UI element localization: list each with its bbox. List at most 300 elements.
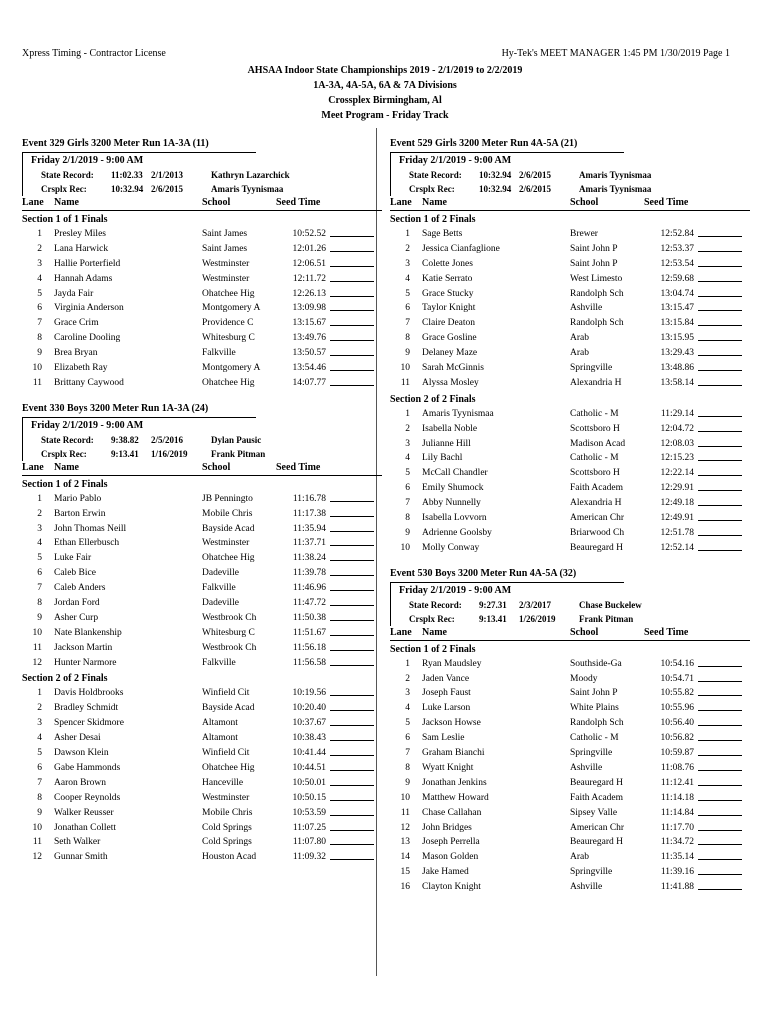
entry-school: Arab	[570, 333, 589, 344]
entry-school: Westminster	[202, 273, 250, 284]
entry-lane: 3	[37, 258, 42, 269]
entry-lane: 6	[37, 303, 42, 314]
entry-lane: 6	[405, 483, 410, 494]
event-gap	[390, 556, 750, 566]
result-blank-line	[330, 656, 374, 666]
entry-name: Caleb Anders	[54, 583, 106, 594]
result-blank-line	[698, 287, 742, 297]
entry-name: Grace Crim	[54, 318, 99, 329]
entry-lane: 11	[400, 377, 410, 388]
event-date: Friday 2/1/2019 - 9:00 AM	[399, 584, 512, 596]
result-blank-line	[698, 301, 742, 311]
entry-seed-time: 10:50.01	[292, 777, 326, 788]
entry-name: Jake Hamed	[422, 867, 469, 878]
entry-row	[22, 566, 382, 581]
entry-school: Alexandria H	[570, 498, 622, 509]
entry-row	[22, 746, 382, 761]
entry-seed-time: 14:07.77	[292, 377, 326, 388]
event-info-box	[390, 152, 652, 196]
entry-school: Whitesburg C	[202, 627, 255, 638]
entry-lane: 3	[37, 718, 42, 729]
entry-name: Abby Nunnelly	[422, 498, 481, 509]
entry-school: Ohatchee Hig	[202, 288, 255, 299]
result-blank-line	[330, 806, 374, 816]
page-header-left: Xpress Timing - Contractor License	[22, 48, 166, 59]
section-heading: Section 1 of 2 Finals	[390, 214, 476, 225]
entry-row	[390, 746, 750, 761]
entry-name: Davis Holdbrooks	[54, 688, 124, 699]
entry-seed-time: 12:52.14	[660, 542, 694, 553]
crsplx-record	[31, 182, 284, 196]
entry-lane: 1	[405, 658, 410, 669]
right-column	[390, 136, 750, 895]
entry-name: Jessica Cianfaglione	[422, 243, 500, 254]
entry-school: Hanceville	[202, 777, 244, 788]
entry-seed-time: 13:04.74	[660, 288, 694, 299]
entry-school: Bayside Acad	[202, 523, 255, 534]
entry-lane: 7	[405, 498, 410, 509]
record-holder: Frank Pitman	[211, 448, 266, 459]
entry-lane: 5	[37, 553, 42, 564]
entry-row	[22, 716, 382, 731]
entry-lane: 8	[37, 598, 42, 609]
result-blank-line	[698, 541, 742, 551]
record-date: 1/16/2019	[151, 448, 188, 459]
entry-seed-time: 12:49.91	[660, 513, 694, 524]
entry-name: Mason Golden	[422, 852, 479, 863]
entry-lane: 10	[400, 542, 410, 553]
entry-row	[22, 806, 382, 821]
entry-row	[390, 526, 750, 541]
entry-name: Molly Conway	[422, 542, 480, 553]
entry-lane: 2	[405, 423, 410, 434]
section-heading: Section 2 of 2 Finals	[390, 393, 476, 405]
entry-row	[22, 656, 382, 671]
entry-row	[390, 451, 750, 466]
record-holder: Amaris Tyynismaa	[579, 184, 652, 194]
entry-name: Nate Blankenship	[54, 627, 122, 638]
entry-row	[22, 492, 382, 507]
entry-row	[22, 850, 382, 865]
entry-lane: 8	[37, 333, 42, 344]
entry-name: Caleb Bice	[54, 568, 96, 579]
entry-row	[22, 791, 382, 806]
result-blank-line	[330, 850, 374, 860]
entry-name: Isabella Noble	[422, 423, 478, 434]
entry-lane: 6	[37, 762, 42, 773]
entry-school: Westbrook Ch	[202, 612, 257, 623]
entry-seed-time: 11:56.58	[292, 657, 326, 668]
event-info-box	[390, 582, 642, 626]
entry-lane: 5	[37, 748, 42, 759]
entry-row	[390, 776, 750, 791]
left-column	[22, 136, 382, 865]
result-blank-line	[698, 376, 742, 386]
entry-name: Jaden Vance	[422, 673, 470, 684]
entry-name: Barton Erwin	[54, 508, 106, 519]
entry-row	[390, 287, 750, 302]
result-blank-line	[330, 242, 374, 252]
entry-row	[22, 522, 382, 537]
entry-seed-time: 10:50.15	[292, 792, 326, 803]
event-block	[390, 136, 750, 556]
entry-school: Whitesburg C	[202, 333, 255, 344]
entry-lane: 14	[400, 852, 410, 863]
entry-lane: 2	[37, 243, 42, 254]
entry-row	[390, 541, 750, 556]
entry-school: Westminster	[202, 538, 250, 549]
entry-name: Hannah Adams	[54, 273, 113, 284]
entry-school: Catholic - M	[570, 453, 619, 464]
record-mark: 10:32.94	[111, 184, 144, 194]
column-headers	[390, 196, 750, 211]
entry-name: Colette Jones	[422, 258, 473, 269]
event-date: Friday 2/1/2019 - 9:00 AM	[31, 155, 144, 166]
entry-lane: 9	[405, 777, 410, 788]
entry-seed-time: 10:52.52	[292, 229, 326, 239]
record-mark: 11:02.33	[111, 170, 143, 180]
entry-lane: 7	[37, 777, 42, 788]
entry-school: Ashville	[570, 882, 603, 893]
record-date: 2/6/2015	[151, 184, 184, 194]
record-date: 2/3/2017	[519, 599, 552, 610]
entry-lane: 4	[37, 273, 42, 284]
entry-school: Altamont	[202, 718, 238, 729]
entry-lane: 9	[405, 527, 410, 538]
entry-seed-time: 13:15.67	[292, 318, 326, 329]
entry-lane: 15	[400, 867, 410, 878]
lane-header: Lane	[22, 461, 44, 473]
entry-school: White Plains	[570, 703, 619, 714]
seed-header: Seed Time	[276, 197, 321, 208]
entry-name: Chase Callahan	[422, 807, 482, 818]
meet-venue: Crossplex Birmingham, Al	[328, 95, 442, 106]
entry-seed-time: 12:49.18	[660, 498, 694, 509]
entry-row	[22, 686, 382, 701]
entry-name: Katie Serrato	[422, 273, 473, 284]
entry-school: Southside-Ga	[570, 658, 622, 669]
entry-name: Asher Curp	[54, 612, 99, 623]
entry-row	[22, 316, 382, 331]
result-blank-line	[698, 657, 742, 667]
entry-seed-time: 13:15.47	[660, 303, 694, 314]
entry-seed-time: 12:04.72	[660, 423, 694, 434]
entry-lane: 5	[405, 718, 410, 729]
entry-school: Falkville	[202, 657, 236, 668]
result-blank-line	[330, 791, 374, 801]
entry-row	[22, 701, 382, 716]
entry-name: Hallie Porterfield	[54, 258, 121, 269]
result-blank-line	[330, 686, 374, 696]
entry-name: Seth Walker	[54, 837, 101, 848]
entry-seed-time: 11:35.94	[292, 523, 326, 534]
entry-row	[390, 316, 750, 331]
entry-lane: 6	[405, 303, 410, 314]
result-blank-line	[698, 880, 742, 890]
section-heading: Section 1 of 2 Finals	[390, 643, 476, 655]
entry-name: Ryan Maudsley	[422, 658, 482, 669]
entry-name: Dawson Klein	[54, 748, 109, 759]
entry-school: Montgomery A	[202, 303, 261, 314]
entry-name: Joseph Faust	[422, 688, 471, 699]
entry-row	[390, 511, 750, 526]
entry-name: Lily Bachl	[422, 453, 463, 464]
entry-row	[390, 242, 750, 257]
result-blank-line	[698, 716, 742, 726]
result-blank-line	[698, 701, 742, 711]
entry-lane: 11	[32, 642, 42, 653]
entry-name: Gunnar Smith	[54, 852, 108, 863]
entry-lane: 11	[32, 377, 42, 388]
entry-seed-time: 13:15.84	[660, 318, 694, 329]
entry-name: Ethan Ellerbusch	[54, 538, 120, 549]
result-blank-line	[698, 686, 742, 696]
result-blank-line	[698, 806, 742, 816]
entry-name: Mario Pablo	[54, 493, 102, 504]
result-blank-line	[330, 731, 374, 741]
entry-lane: 4	[37, 733, 42, 744]
record-holder: Amaris Tyynismaa	[211, 184, 284, 194]
entry-row	[22, 331, 382, 346]
entry-name: Adrienne Goolsby	[422, 527, 492, 538]
result-blank-line	[330, 641, 374, 651]
entry-lane: 13	[400, 837, 410, 848]
entry-row	[22, 536, 382, 551]
entry-name: Alyssa Mosley	[422, 377, 479, 388]
entry-lane: 9	[405, 348, 410, 359]
entry-lane: 8	[37, 792, 42, 803]
entry-lane: 10	[32, 363, 42, 374]
entry-seed-time: 11:17.70	[660, 822, 694, 833]
result-blank-line	[698, 361, 742, 371]
entry-lane: 7	[405, 318, 410, 329]
entry-seed-time: 13:15.95	[660, 333, 694, 344]
entry-seed-time: 11:50.38	[292, 612, 326, 623]
entry-row	[22, 641, 382, 656]
entry-lane: 4	[405, 273, 410, 284]
entry-seed-time: 11:09.32	[292, 852, 326, 863]
result-blank-line	[698, 731, 742, 741]
entry-seed-time: 11:29.14	[660, 408, 694, 419]
result-blank-line	[330, 507, 374, 517]
entry-lane: 2	[405, 673, 410, 684]
entry-name: Lana Harwick	[54, 243, 109, 254]
entry-lane: 3	[405, 688, 410, 699]
record-label: State Record:	[41, 170, 94, 180]
entry-row	[390, 257, 750, 272]
record-mark: 10:32.94	[479, 170, 512, 180]
entry-school: Montgomery A	[202, 363, 261, 374]
entry-name: Luke Fair	[54, 553, 92, 564]
entry-name: Joseph Perrella	[422, 837, 480, 848]
entry-seed-time: 13:54.46	[292, 363, 326, 374]
entry-name: Clayton Knight	[422, 882, 481, 893]
entry-lane: 3	[37, 523, 42, 534]
entry-row	[390, 376, 750, 391]
entry-row	[390, 361, 750, 376]
entry-lane: 7	[405, 748, 410, 759]
entry-row	[390, 850, 750, 865]
entry-lane: 12	[32, 657, 42, 668]
entry-row	[390, 346, 750, 361]
entry-school: Beauregard H	[570, 777, 624, 788]
entry-name: Delaney Maze	[422, 348, 478, 359]
entry-lane: 4	[405, 703, 410, 714]
entry-seed-time: 10:53.59	[292, 807, 326, 818]
entry-school: Winfield Cit	[202, 748, 250, 759]
entry-seed-time: 13:49.76	[292, 333, 326, 344]
entry-lane: 2	[405, 243, 410, 254]
entry-seed-time: 13:09.98	[292, 303, 326, 314]
result-blank-line	[330, 716, 374, 726]
entry-row	[390, 880, 750, 895]
result-blank-line	[330, 611, 374, 621]
result-blank-line	[330, 346, 374, 356]
record-holder: Kathryn Lazarchick	[211, 170, 290, 180]
entry-row	[22, 346, 382, 361]
entry-row	[22, 376, 382, 391]
result-blank-line	[330, 761, 374, 771]
event-info-box	[22, 417, 266, 461]
result-blank-line	[698, 672, 742, 682]
entry-name: Caroline Dooling	[54, 333, 121, 344]
entry-lane: 1	[37, 229, 42, 239]
entry-seed-time: 11:41.88	[660, 882, 694, 893]
entry-row	[22, 287, 382, 302]
entry-lane: 11	[400, 807, 410, 818]
entry-school: Faith Academ	[570, 792, 624, 803]
entry-row	[22, 596, 382, 611]
entry-name: Sarah McGinnis	[422, 363, 485, 374]
entry-school: Springville	[570, 748, 613, 759]
entry-school: Ohatchee Hig	[202, 377, 255, 388]
result-blank-line	[330, 331, 374, 341]
entry-row	[390, 791, 750, 806]
event-date: Friday 2/1/2019 - 9:00 AM	[399, 155, 512, 166]
result-blank-line	[330, 301, 374, 311]
entry-seed-time: 10:44.51	[292, 762, 326, 773]
entry-name: Jayda Fair	[54, 288, 94, 299]
entry-name: Jonathan Jenkins	[422, 777, 487, 788]
entry-name: Brea Bryan	[54, 348, 98, 359]
result-blank-line	[330, 287, 374, 297]
result-blank-line	[698, 272, 742, 282]
result-blank-line	[698, 331, 742, 341]
record-holder: Chase Buckelew	[579, 599, 642, 610]
result-blank-line	[330, 835, 374, 845]
entry-name: Hunter Narmore	[54, 657, 117, 668]
entry-row	[390, 657, 750, 672]
meet-program-title: Meet Program - Friday Track	[321, 110, 449, 121]
entry-seed-time: 12:08.03	[660, 438, 694, 449]
event-block	[22, 391, 382, 865]
entry-school: Falkville	[202, 348, 236, 359]
entry-name: Gabe Hammonds	[54, 762, 121, 773]
entry-name: Emily Shumock	[422, 483, 484, 494]
result-blank-line	[330, 361, 374, 371]
lane-header: Lane	[22, 197, 44, 208]
school-header: School	[202, 461, 231, 473]
event-title: Event 329 Girls 3200 Meter Run 1A-3A (11)	[22, 138, 209, 149]
result-blank-line	[698, 346, 742, 356]
entry-row	[22, 835, 382, 850]
entry-name: Spencer Skidmore	[54, 718, 124, 729]
entry-seed-time: 11:56.18	[292, 642, 326, 653]
result-blank-line	[330, 776, 374, 786]
name-header: Name	[422, 626, 447, 638]
section-heading: Section 1 of 1 Finals	[22, 214, 108, 225]
lane-header: Lane	[390, 197, 412, 208]
entry-school: Beauregard H	[570, 542, 624, 553]
entry-school: Saint John P	[570, 258, 618, 269]
entry-lane: 5	[405, 468, 410, 479]
entry-school: Arab	[570, 852, 589, 863]
record-holder: Frank Pitman	[579, 613, 634, 624]
entry-lane: 10	[32, 822, 42, 833]
entry-school: Saint John P	[570, 243, 618, 254]
entry-name: Amaris Tyynismaa	[422, 408, 494, 419]
result-blank-line	[698, 422, 742, 432]
event-gap	[22, 391, 382, 401]
entry-row	[22, 776, 382, 791]
entry-lane: 10	[32, 627, 42, 638]
result-blank-line	[330, 272, 374, 282]
event-block	[390, 556, 750, 895]
entry-lane: 12	[400, 822, 410, 833]
result-blank-line	[698, 451, 742, 461]
entry-name: Presley Miles	[54, 229, 106, 239]
result-blank-line	[698, 242, 742, 252]
entry-name: Walker Reusser	[54, 807, 114, 818]
entry-name: Isabella Lovvorn	[422, 513, 487, 524]
entry-school: Springville	[570, 867, 613, 878]
entry-lane: 8	[405, 513, 410, 524]
event-info-box	[22, 152, 290, 196]
entry-school: Saint James	[202, 229, 248, 239]
result-blank-line	[330, 626, 374, 636]
result-blank-line	[330, 551, 374, 561]
name-header: Name	[54, 461, 79, 473]
entry-row	[390, 686, 750, 701]
result-blank-line	[698, 227, 742, 237]
entry-lane: 7	[37, 318, 42, 329]
entry-seed-time: 11:34.72	[660, 837, 694, 848]
entry-seed-time: 10:20.40	[292, 703, 326, 714]
crsplx-record	[399, 182, 652, 196]
entry-school: Faith Academ	[570, 483, 624, 494]
entry-school: Scottsboro H	[570, 423, 620, 434]
result-blank-line	[330, 701, 374, 711]
entry-row	[390, 496, 750, 511]
seed-header: Seed Time	[644, 626, 689, 638]
entry-seed-time: 12:29.91	[660, 483, 694, 494]
entry-row	[22, 257, 382, 272]
entry-row	[390, 806, 750, 821]
entry-lane: 2	[37, 703, 42, 714]
result-blank-line	[698, 761, 742, 771]
column-headers	[22, 196, 382, 211]
entry-name: John Bridges	[422, 822, 472, 833]
entry-lane: 1	[37, 688, 42, 699]
entry-name: Graham Bianchi	[422, 748, 485, 759]
result-blank-line	[698, 466, 742, 476]
entry-seed-time: 10:55.96	[660, 703, 694, 714]
result-blank-line	[698, 776, 742, 786]
school-header: School	[202, 197, 231, 208]
entry-lane: 3	[405, 438, 410, 449]
entry-name: John Thomas Neill	[54, 523, 127, 534]
result-blank-line	[698, 407, 742, 417]
